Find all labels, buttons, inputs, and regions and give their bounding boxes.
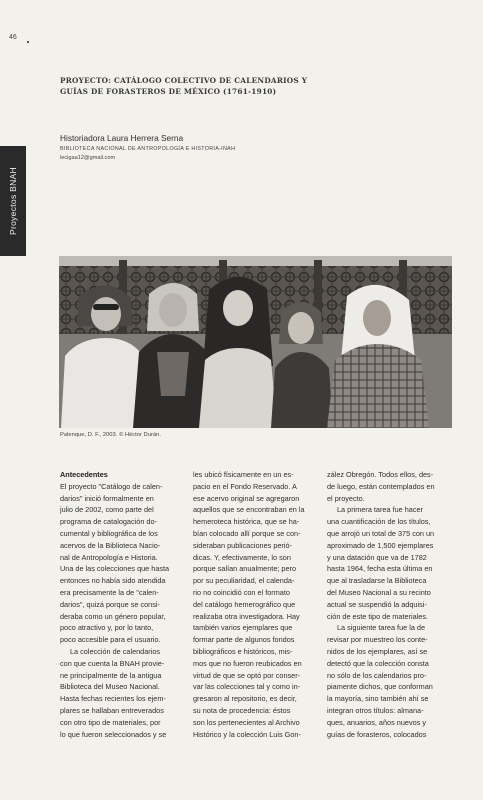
body-text-line: darios" inició formalmente en	[60, 493, 154, 503]
body-text-line: nal de Antropología e Historia.	[60, 552, 158, 562]
title-line-2: GUÍAS DE FORASTEROS DE MÉXICO (1761-1910)	[60, 87, 277, 96]
body-text-line: La primera tarea fue hacer	[337, 505, 423, 515]
body-text-line: que arrojó un total de 375 con un	[327, 528, 435, 538]
author-name: Historiadora Laura Herrera Serna	[60, 133, 184, 143]
body-text-line: hasta 1964, fecha esta última en	[327, 564, 433, 574]
photo-illustration	[59, 256, 452, 428]
body-text-line: con que cuenta la BNAH provie-	[60, 658, 165, 668]
body-text-line: era precisamente la de "calen-	[60, 587, 159, 597]
body-text-line: que al trasladarse la Biblioteca	[327, 576, 427, 586]
body-text-line: bibliográficos e históricos, mis-	[193, 646, 293, 656]
body-text-line: les ubicó físicamente en un es-	[193, 470, 294, 479]
body-text-line: el proyecto.	[327, 493, 365, 503]
body-text-line: julio de 2002, como parte del	[60, 505, 154, 515]
body-text-line: revisar por muestreo los conte-	[327, 635, 428, 645]
author-email: lecigaa12@gmail.com	[60, 155, 116, 161]
body-text-line: integran otros títulos: almana-	[327, 705, 424, 715]
body-text-line: también varios ejemplares que	[193, 623, 293, 633]
text-column-2	[193, 469, 311, 740]
body-text-line: Una de las colecciones que hasta	[60, 564, 170, 574]
body-text-line: con otro tipo de materiales, por	[60, 717, 161, 727]
body-text-line: del catálogo hemerográfico que	[193, 599, 296, 609]
body-text-line: no sólo de los calendarios pro-	[327, 670, 427, 680]
body-text-line: deraba como un género popular,	[60, 611, 166, 621]
body-text-line: programa de catalogación do-	[60, 517, 157, 527]
body-text-line: detectó que la colección consta	[327, 658, 429, 668]
title-line-1: PROYECTO: CATÁLOGO COLECTIVO DE CALENDARIOS Y	[60, 76, 308, 85]
section-tab	[0, 146, 26, 256]
author-affiliation: BIBLIOTECA NACIONAL DE ANTROPOLOGÍA E HISTORIA-INAH	[60, 146, 236, 152]
person-3	[199, 277, 277, 428]
body-text-line: del Museo Nacional a su recinto	[327, 587, 431, 597]
body-text-line: zález Obregón. Todos ellos, des-	[327, 470, 434, 479]
body-text-line: var las colecciones tal y como in-	[193, 682, 301, 692]
text-column-3	[327, 469, 445, 740]
body-text-line: darios", quizá porque se consi-	[60, 599, 160, 609]
page-dot	[27, 41, 29, 43]
body-text-line: por su peculiaridad, el calenda-	[193, 576, 295, 586]
body-text-line: formar parte de algunos fondos	[193, 635, 295, 645]
body-text-line: plares se hallaban entreverados	[60, 705, 164, 715]
body-text-line: virtud de que se optó por conser-	[193, 670, 301, 680]
body-text-line: y una datación que va de 1782	[327, 552, 427, 562]
body-text-line: pacio en el Fondo Reservado. A	[193, 481, 297, 491]
body-text-line: actual se suspendió la adquisi-	[327, 599, 427, 609]
body-text-line: una cuantificación de los títulos,	[327, 517, 431, 527]
body-text-line: mos que no fueron reubicados en	[193, 658, 302, 668]
body-text-line: dicas. Y, efectivamente, lo son	[193, 552, 291, 562]
body-text-line: ese acervo original se agregaron	[193, 493, 300, 503]
group-photo	[59, 256, 452, 428]
section-heading: Antecedentes	[60, 470, 108, 479]
body-text-line: ques, anuarios, años nuevos y	[327, 717, 426, 727]
body-text-line: sideraban publicaciones perió-	[193, 540, 292, 550]
body-text-line: poco atractivo y, por lo tanto,	[60, 623, 154, 633]
body-text-line: nidos de los ejemplares, así se	[327, 646, 428, 656]
body-text-line: piamente dichos, que conforman	[327, 682, 433, 692]
body-text-line: ne principalmente de la antigua	[60, 670, 162, 680]
article-title	[60, 75, 350, 97]
body-text-line: la mayoría, sino también ahí se	[327, 694, 429, 704]
body-text-line: entonces no había sido atendida	[60, 576, 166, 586]
body-text-line: Histórico y la colección Luis Gon-	[193, 729, 301, 739]
body-text-line: bían colocado allí porque se con-	[193, 528, 301, 538]
photo-caption: Palenque, D. F., 2003. © Héctor Durán.	[60, 432, 161, 438]
page-number: 46	[9, 34, 17, 41]
body-text-line: aproximado de 1,500 ejemplares	[327, 540, 434, 550]
body-text-line: lo que fueron seleccionados y se	[60, 729, 167, 739]
body-text-line: ción de este tipo de materiales.	[327, 611, 428, 621]
section-tab-label: Proyectos BNAH	[8, 167, 19, 235]
body-text-line: aquellos que se encontraban en la	[193, 505, 305, 515]
body-text-line: realizaba otra investigadora. Hay	[193, 611, 300, 621]
body-text-line: La siguiente tarea fue la de	[337, 623, 426, 633]
body-text-line: gresaron al repositorio, es decir,	[193, 694, 297, 704]
text-column-1	[60, 469, 178, 740]
body-text-line: Hasta fechas recientes los ejem-	[60, 694, 166, 704]
body-text-line: porque salían anualmente; pero	[193, 564, 297, 574]
body-text-line: rio no coincidió con el formato	[193, 587, 290, 597]
body-text-line: son los pertenecientes al Archivo	[193, 717, 300, 727]
body-text-line: hemeroteca histórica, que se ha-	[193, 517, 300, 527]
body-text-line: Biblioteca del Museo Nacional.	[60, 682, 160, 692]
body-text-line: acervos de la Biblioteca Nacio-	[60, 540, 161, 550]
body-text-line: de luego, están contemplados en	[327, 481, 435, 491]
body-text-line: su nota de procedencia: éstos	[193, 705, 291, 715]
body-text-line: El proyecto "Catálogo de calen-	[60, 481, 163, 491]
body-text-line: La colección de calendarios	[70, 646, 161, 656]
body-text-line: cumental y bibliográfica de los	[60, 528, 158, 538]
body-text-line: poco accesible para el usuario.	[60, 635, 161, 645]
body-text-line: guías de forasteros, colocados	[327, 729, 427, 739]
